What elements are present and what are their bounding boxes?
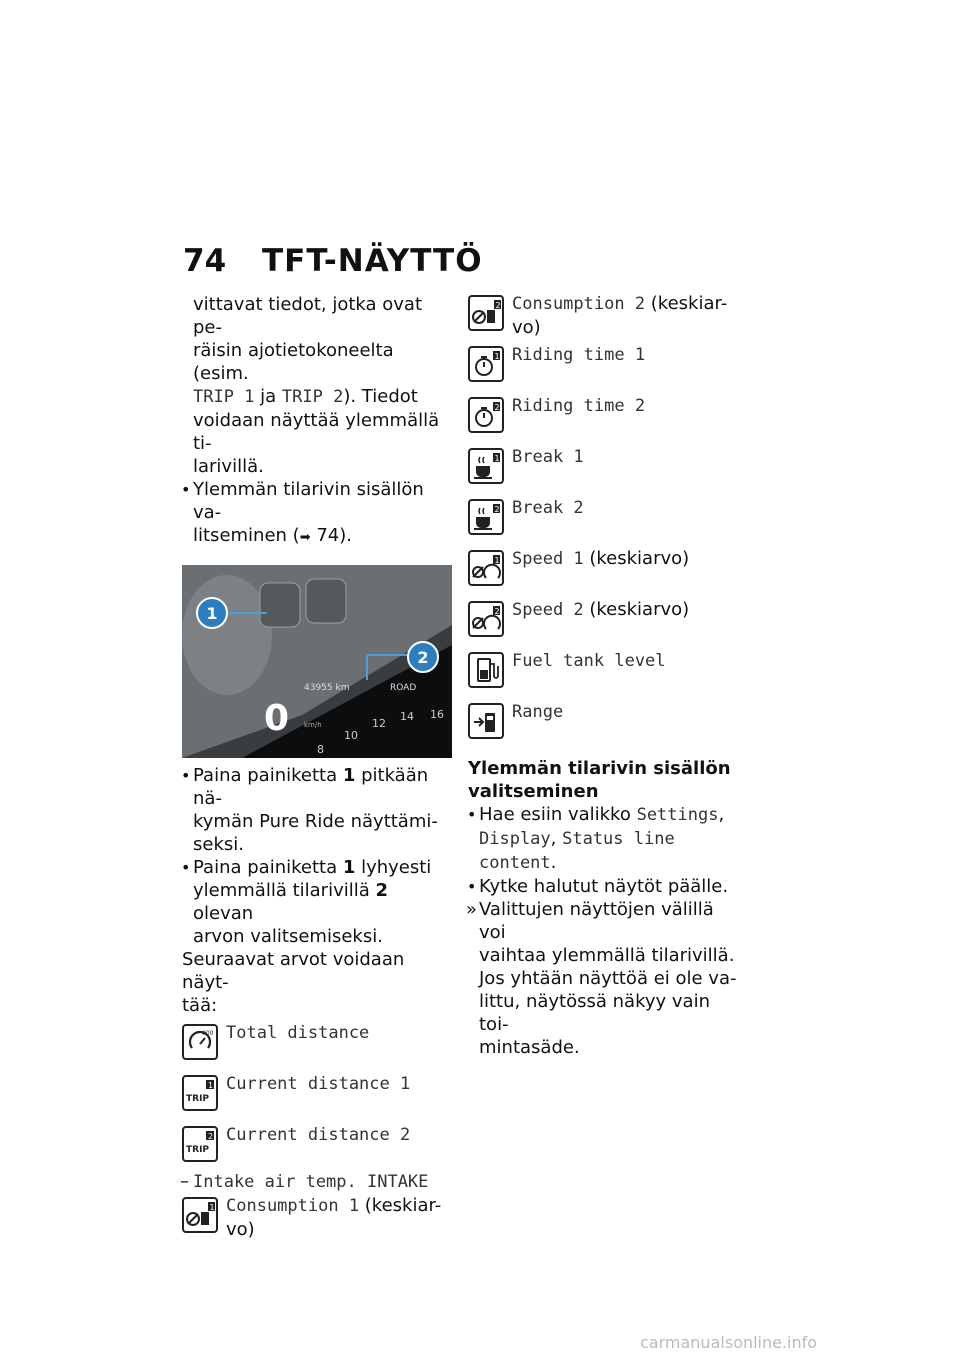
value-suffix: (keskiar- [359,1195,442,1216]
intro-line: larivillä. [193,456,264,477]
value-label: Fuel tank level [512,651,666,671]
result-text: mintasäde. [479,1037,580,1058]
consumption1-icon [182,1197,218,1233]
odometer-readout: 43955 km [304,683,350,693]
value-item-total-distance [182,1021,452,1072]
total-distance-icon [182,1024,218,1060]
button-ref-1: 1 [342,765,356,786]
svg-text:2: 2 [494,607,500,616]
value-label: Current distance 1 [226,1074,411,1094]
svg-text:000: 000 [202,1030,214,1037]
value-item-speed-2 [468,598,743,649]
break1-icon [468,448,504,484]
step-text: Kytke halutut näytöt päälle. [479,876,729,897]
intro-line: voidaan näyttää ylemmällä ti- [193,410,440,454]
value-item-intake-air [182,1170,452,1194]
fuel-tank-icon [468,652,504,688]
result-text: Jos yhtään näyttöä ei ole va- [479,968,737,989]
svg-text:2: 2 [494,505,500,514]
right-column [468,292,743,1059]
bullet-text: pitkään nä- [193,765,429,809]
value-item-consumption-1 [182,1194,452,1241]
value-item-consumption-2 [468,292,743,343]
bullet-text: arvon valitsemiseksi. [193,926,383,947]
mode-readout: ROAD [390,683,417,693]
section-heading: Ylemmän tilarivin sisällön [468,758,731,779]
bullet-text: Ylemmän tilarivin sisällön va- [193,479,424,523]
value-label: Riding time 1 [512,345,646,365]
value-item-current-distance-1 [182,1072,452,1123]
value-label: Total distance [226,1023,370,1043]
svg-text:1: 1 [494,352,500,361]
range-icon [468,703,504,739]
intro-tail: ). Tiedot [343,386,418,407]
riding-time2-icon [468,397,504,433]
rpm-tick: 14 [400,710,414,723]
step-enable [468,875,743,898]
intro-line [182,385,452,409]
result-text: littu, näytössä näkyy vain toi- [479,991,710,1035]
menu-settings[interactable]: Settings [636,805,719,825]
value-suffix: (keskiarvo) [583,599,690,620]
bullet-short-press [182,856,452,948]
value-label: Consumption 2 [512,294,646,314]
riding-time1-icon [468,346,504,382]
value-item-fuel-tank-level [468,649,743,700]
step-text: , [550,828,563,849]
rpm-tick: 16 [430,708,444,721]
bullet-text: ylemmällä tilarivillä [193,880,376,901]
value-label: Break 2 [512,498,584,518]
value-item-speed-1 [468,547,743,598]
value-suffix: (keskiarvo) [583,548,690,569]
break2-icon [468,499,504,535]
svg-text:2: 2 [208,1132,214,1141]
menu-status-line[interactable]: Status line [562,829,675,849]
consumption2-icon [468,295,504,331]
speed2-icon [468,601,504,637]
rpm-tick: 8 [317,743,324,756]
bullet-status-line [182,478,452,549]
value-item-riding-time-1 [468,343,743,394]
value-label: Consumption 1 [226,1196,360,1216]
value-item-range [468,700,743,751]
menu-display[interactable]: Display [479,829,551,849]
step-result [468,898,743,1059]
callout-1-label: 1 [206,604,218,623]
svg-text:1: 1 [494,454,500,463]
value-item-riding-time-2 [468,394,743,445]
cockpit-photo [182,565,452,758]
value-label: Break 1 [512,447,584,467]
step-text: . [550,852,557,873]
svg-text:TRIP: TRIP [186,1145,210,1155]
page-ref[interactable]: 74). [316,525,352,546]
result-text: vaihtaa ylemmällä tilarivillä. [479,945,735,966]
bullet-long-press [182,764,452,856]
bullet-text: seksi. [193,834,244,855]
step-text: , [718,804,725,825]
svg-text:1: 1 [208,1081,214,1090]
speed1-icon [468,550,504,586]
svg-text:1: 1 [209,1203,215,1212]
values-intro: Seuraavat arvot voidaan näyt- [182,949,405,993]
value-suffix: (keskiar- [645,293,728,314]
trip1-code: TRIP 1 [193,387,255,407]
intro-line: räisin ajotietokoneelta (esim. [193,340,394,384]
value-item-break-2 [468,496,743,547]
bullet-text: olevan [193,903,254,924]
svg-text:2: 2 [494,403,500,412]
left-column [182,293,452,1241]
page-ref-arrow-icon: ➡ [299,530,311,545]
value-label: Speed 1 [512,549,584,569]
rpm-tick: 12 [372,717,386,730]
step-open-menu [468,803,743,875]
page-title: TFT-NÄYTTÖ [262,243,483,279]
menu-content[interactable]: content [479,853,551,873]
watermark: carmanualsonline.info [640,1333,818,1352]
trip2-icon [182,1126,218,1162]
value-label: Intake air temp. INTAKE [193,1172,429,1192]
bullet-text: litseminen ( [193,525,300,546]
value-item-current-distance-2 [182,1123,452,1174]
value-label: Riding time 2 [512,396,646,416]
speed-readout: 0 [264,698,290,739]
step-text: Hae esiin valikko [479,804,637,825]
values-intro: tää: [182,995,218,1016]
result-text: Valittujen näyttöjen välillä voi [479,899,714,943]
value-label: Current distance 2 [226,1125,411,1145]
intro-line: vittavat tiedot, jotka ovat pe- [193,294,423,338]
svg-text:2: 2 [495,301,501,310]
rpm-tick: 10 [344,729,358,742]
svg-text:TRIP: TRIP [186,1094,210,1104]
trip2-code: TRIP 2 [281,387,344,407]
value-suffix: vo) [226,1219,255,1240]
value-item-break-1 [468,445,743,496]
button-ref-1: 1 [342,857,356,878]
trip1-icon [182,1075,218,1111]
callout-2-label: 2 [417,648,429,667]
value-label: Speed 2 [512,600,584,620]
speed-unit: km/h [304,721,322,729]
status-ref-2: 2 [375,880,389,901]
section-heading: valitseminen [468,781,599,802]
value-label: Range [512,702,564,722]
and-word: ja [260,386,277,407]
bullet-text: Paina painiketta [193,857,343,878]
bullet-text: lyhyesti [355,857,432,878]
page-number: 74 [183,243,227,279]
bullet-text: kymän Pure Ride näyttämi- [193,811,438,832]
svg-text:1: 1 [494,556,500,565]
bullet-text: Paina painiketta [193,765,343,786]
value-suffix: vo) [512,317,541,338]
